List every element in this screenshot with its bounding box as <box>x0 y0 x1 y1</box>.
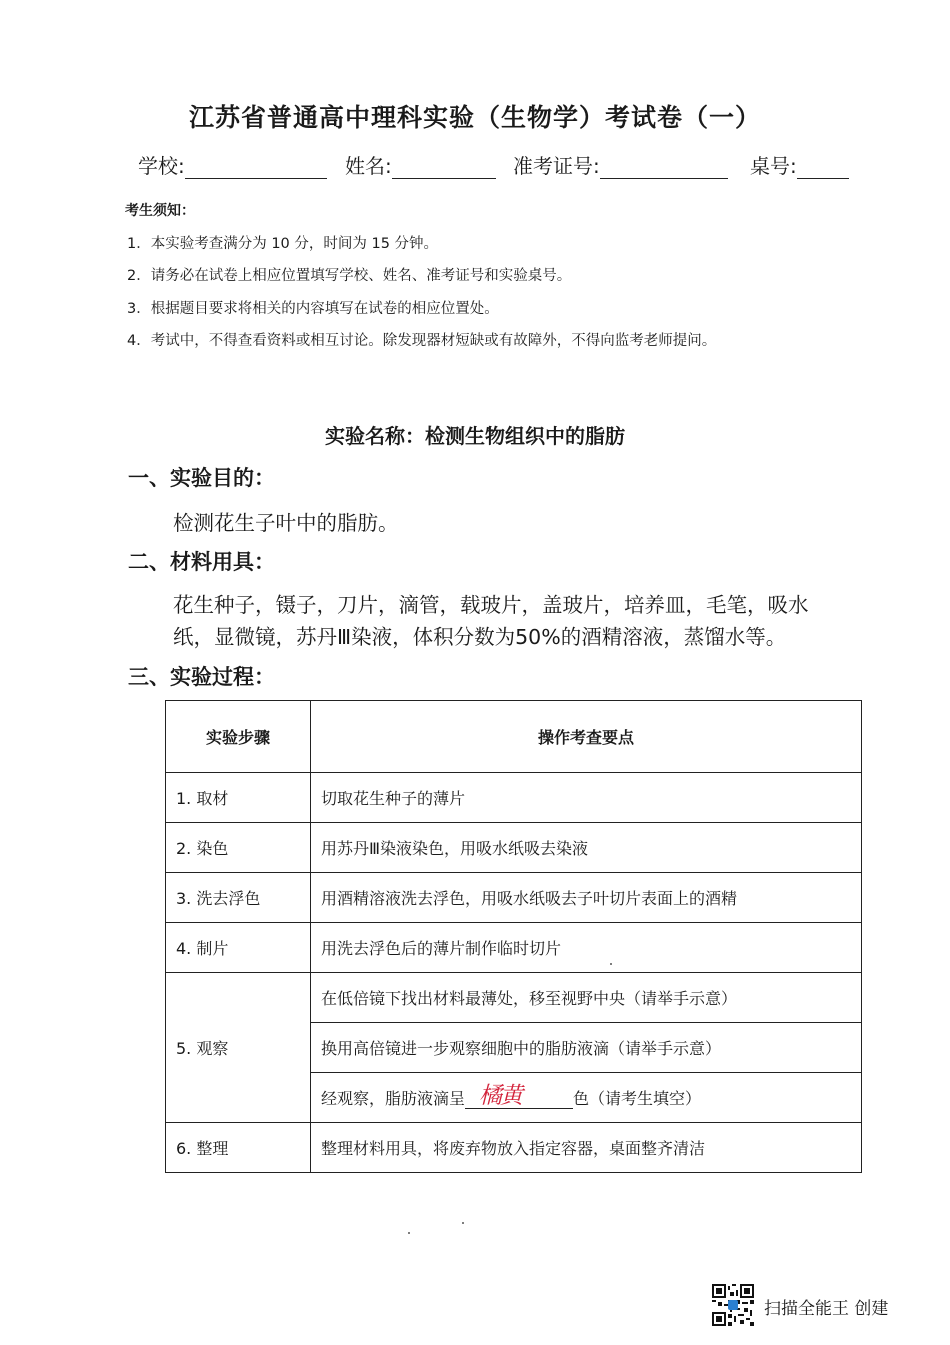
step-cell: 3. 洗去浮色 <box>166 873 311 923</box>
exam-number-blank[interactable] <box>600 155 728 179</box>
point-cell: 用洗去浮色后的薄片制作临时切片 <box>311 923 862 973</box>
materials-line-1: 花生种子，镊子，刀片，滴管，载玻片，盖玻片，培养皿，毛笔，吸水 <box>173 593 809 617</box>
notice-heading: 考生须知： <box>125 203 195 219</box>
table-row <box>166 973 862 1023</box>
notice-item: 1．本实验考查满分为 10 分，时间为 15 分钟。 <box>127 236 439 252</box>
school-field[interactable] <box>138 150 327 179</box>
name-label: 姓名: <box>345 154 392 178</box>
point-cell-fill-in <box>311 1073 862 1123</box>
step-cell: 5. 观察 <box>166 973 311 1123</box>
step-cell: 2. 染色 <box>166 823 311 873</box>
school-blank[interactable] <box>185 155 327 179</box>
exam-title: 江苏省普通高中理科实验（生物学）考试卷（一） <box>188 103 761 132</box>
fill-in-suffix: 色（请考生填空） <box>573 1089 702 1108</box>
materials-heading: 二、材料用具： <box>128 550 275 574</box>
table-row <box>166 923 862 973</box>
desk-label: 桌号: <box>750 154 797 178</box>
table-header-row <box>166 701 862 773</box>
exam-number-label: 准考证号: <box>513 154 600 178</box>
notice-item: 2．请务必在试卷上相应位置填写学校、姓名、准考证号和实验桌号。 <box>127 268 572 284</box>
purpose-text: 检测花生子叶中的脂肪。 <box>173 511 399 535</box>
exam-number-field[interactable] <box>513 150 728 179</box>
header-step: 实验步骤 <box>166 701 311 773</box>
point-cell: 在低倍镜下找出材料最薄处，移至视野中央（请举手示意） <box>311 973 862 1023</box>
school-label: 学校: <box>138 154 185 178</box>
point-cell: 切取花生种子的薄片 <box>311 773 862 823</box>
step-cell: 4. 制片 <box>166 923 311 973</box>
point-cell: 用酒精溶液洗去浮色，用吸水纸吸去子叶切片表面上的酒精 <box>311 873 862 923</box>
step-cell: 1. 取材 <box>166 773 311 823</box>
table-row <box>166 873 862 923</box>
handwritten-answer: 橘黄 <box>479 1083 522 1109</box>
point-cell: 整理材料用具，将废弃物放入指定容器，桌面整齐清洁 <box>311 1123 862 1173</box>
scan-speck <box>408 1232 410 1234</box>
fill-in-prefix: 经观察，脂肪液滴呈 <box>321 1089 466 1108</box>
scan-speck <box>610 963 612 965</box>
point-cell: 换用高倍镜进一步观察细胞中的脂肪液滴（请举手示意） <box>311 1023 862 1073</box>
experiment-steps-table <box>165 700 862 1173</box>
name-blank[interactable] <box>392 155 496 179</box>
notice-item: 4．考试中，不得查看资料或相互讨论。除发现器材短缺或有故障外，不得向监考老师提问。 <box>127 333 717 349</box>
step-cell: 6. 整理 <box>166 1123 311 1173</box>
point-cell: 用苏丹Ⅲ染液染色，用吸水纸吸去染液 <box>311 823 862 873</box>
materials-line-2: 纸，显微镜，苏丹Ⅲ染液，体积分数为50%的酒精溶液，蒸馏水等。 <box>173 625 787 649</box>
name-field[interactable] <box>345 150 496 179</box>
notice-item: 3．根据题目要求将相关的内容填写在试卷的相应位置处。 <box>127 301 499 317</box>
scanner-label: 扫描全能王 创建 <box>764 1299 889 1319</box>
table-row <box>166 823 862 873</box>
desk-blank[interactable] <box>797 155 849 179</box>
candidate-info-row <box>138 150 858 182</box>
header-point: 操作考查要点 <box>311 701 862 773</box>
qr-code-icon <box>712 1284 754 1326</box>
table-row <box>166 1123 862 1173</box>
experiment-name: 实验名称：检测生物组织中的脂肪 <box>325 424 625 448</box>
purpose-heading: 一、实验目的： <box>128 466 275 490</box>
process-heading: 三、实验过程： <box>128 665 275 689</box>
scan-speck <box>462 1222 464 1224</box>
desk-field[interactable] <box>750 150 849 179</box>
answer-blank[interactable] <box>465 1083 573 1109</box>
table-row <box>166 773 862 823</box>
